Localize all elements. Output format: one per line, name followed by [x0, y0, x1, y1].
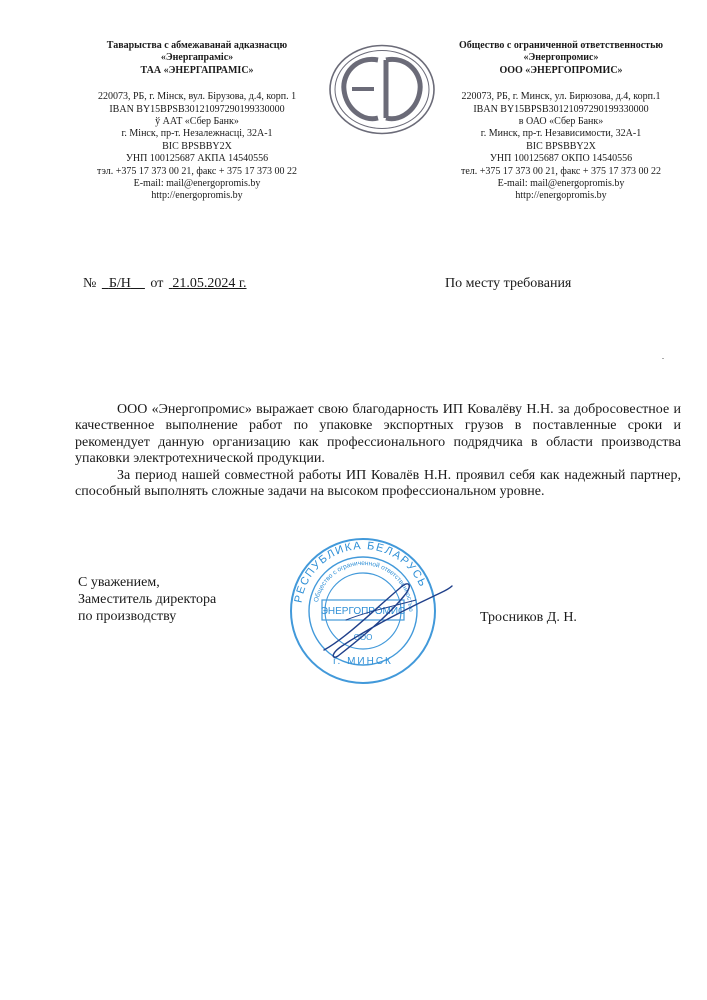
- ref-number: Б/Н: [108, 276, 131, 291]
- signoff-block: [78, 574, 216, 625]
- header-right-block: [446, 40, 676, 203]
- header-right-phone: тел. +375 17 373 00 21, факс + 375 17 373 00 22: [460, 165, 662, 177]
- recipient: По месту требования: [445, 276, 572, 291]
- stray-mark: .: [662, 352, 664, 361]
- signature-icon: [296, 560, 456, 670]
- header-left-block: [82, 40, 312, 203]
- header-left-unp: УНП 100125687 АКПА 14540556: [125, 153, 269, 165]
- company-logo-icon: [326, 42, 438, 137]
- header-right-bic: BIC BPSBBY2X: [526, 140, 596, 152]
- stamp-ooo-text: ООО: [353, 633, 373, 642]
- header-left-line1: Таварыства с абмежаванай адказнасцю: [106, 40, 288, 51]
- signoff-greeting: С уважением,: [78, 575, 160, 590]
- header-right-line3: ООО «ЭНЕРГОПРОМИС»: [499, 64, 623, 76]
- letter-body: [75, 402, 681, 500]
- ref-date-label: от: [150, 276, 164, 291]
- signoff-department: по производству: [78, 609, 177, 624]
- header-left-email[interactable]: E-mail: mail@energopromis.by: [133, 178, 261, 190]
- stamp-center-text: ЭНЕРГОПРОМИС: [320, 606, 406, 617]
- ref-date: 21.05.2024 г.: [172, 276, 247, 291]
- header-left-bic: BIC BPSBBY2X: [162, 140, 232, 152]
- header-right-website[interactable]: http://energopromis.by: [515, 190, 607, 202]
- header-left-website[interactable]: http://energopromis.by: [151, 190, 243, 202]
- header-left-address: 220073, РБ, г. Мінск, вул. Бірузова, д.4, корп. 1: [97, 91, 297, 103]
- header-left-iban: IBAN BY15BPSB30121097290199330000: [109, 103, 285, 115]
- signer-name: Тросников Д. Н.: [480, 610, 577, 625]
- header-right-bank: в ОАО «Сбер Банк»: [518, 116, 604, 128]
- header-left-bank-address: г. Мінск, пр-т. Незалежнасці, 32А-1: [121, 128, 273, 140]
- reference-line: [83, 276, 249, 292]
- body-paragraph-2: За период нашей совместной работы ИП Ковалёв Н.Н. проявил себя как надежный партнер, способный выполнять сложные задачи на высоком профессиональном уровне.: [75, 467, 681, 500]
- header-left-bank: ў ААТ «Сбер Банк»: [155, 116, 239, 128]
- header-right-address: 220073, РБ, г. Минск, ул. Бирюзова, д.4, корп.1: [461, 91, 661, 103]
- header-right-line1: Общество с ограниченной ответственностью: [458, 40, 664, 51]
- stamp-city-text: г. МИНСК: [333, 656, 393, 667]
- stamp-outer-text: РЕСПУБЛИКА БЕЛАРУСЬ: [292, 539, 430, 604]
- stamp-inner-text: Общество с ограниченной ответственностью: [312, 559, 415, 612]
- body-paragraph-1: ООО «Энергопромис» выражает свою благодарность ИП Ковалёву Н.Н. за добросовестное и качественное выполнение работ по упаковке экспортных грузов в поставленные сроки и рекомендует данную организацию как профессионального подрядчика в области производства упаковки электротехнической продукции.: [75, 402, 681, 467]
- header-right-line2: «Энергопромис»: [523, 52, 599, 64]
- header-left-phone: тэл. +375 17 373 00 21, факс + 375 17 373 00 22: [97, 165, 297, 177]
- ref-number-label: №: [83, 276, 97, 291]
- header-right-iban: IBAN BY15BPSB30121097290199330000: [473, 103, 649, 115]
- header-right-unp: УНП 100125687 ОКПО 14540556: [489, 153, 633, 165]
- signoff-position: Заместитель директора: [78, 592, 217, 607]
- header-right-bank-address: г. Минск, пр-т. Независимости, 32А-1: [480, 128, 642, 140]
- header-left-line3: ТАА «ЭНЕРГАПРАМІС»: [140, 64, 254, 76]
- header-right-email[interactable]: E-mail: mail@energopromis.by: [497, 178, 625, 190]
- header-left-line2: «Энергапраміс»: [160, 52, 234, 64]
